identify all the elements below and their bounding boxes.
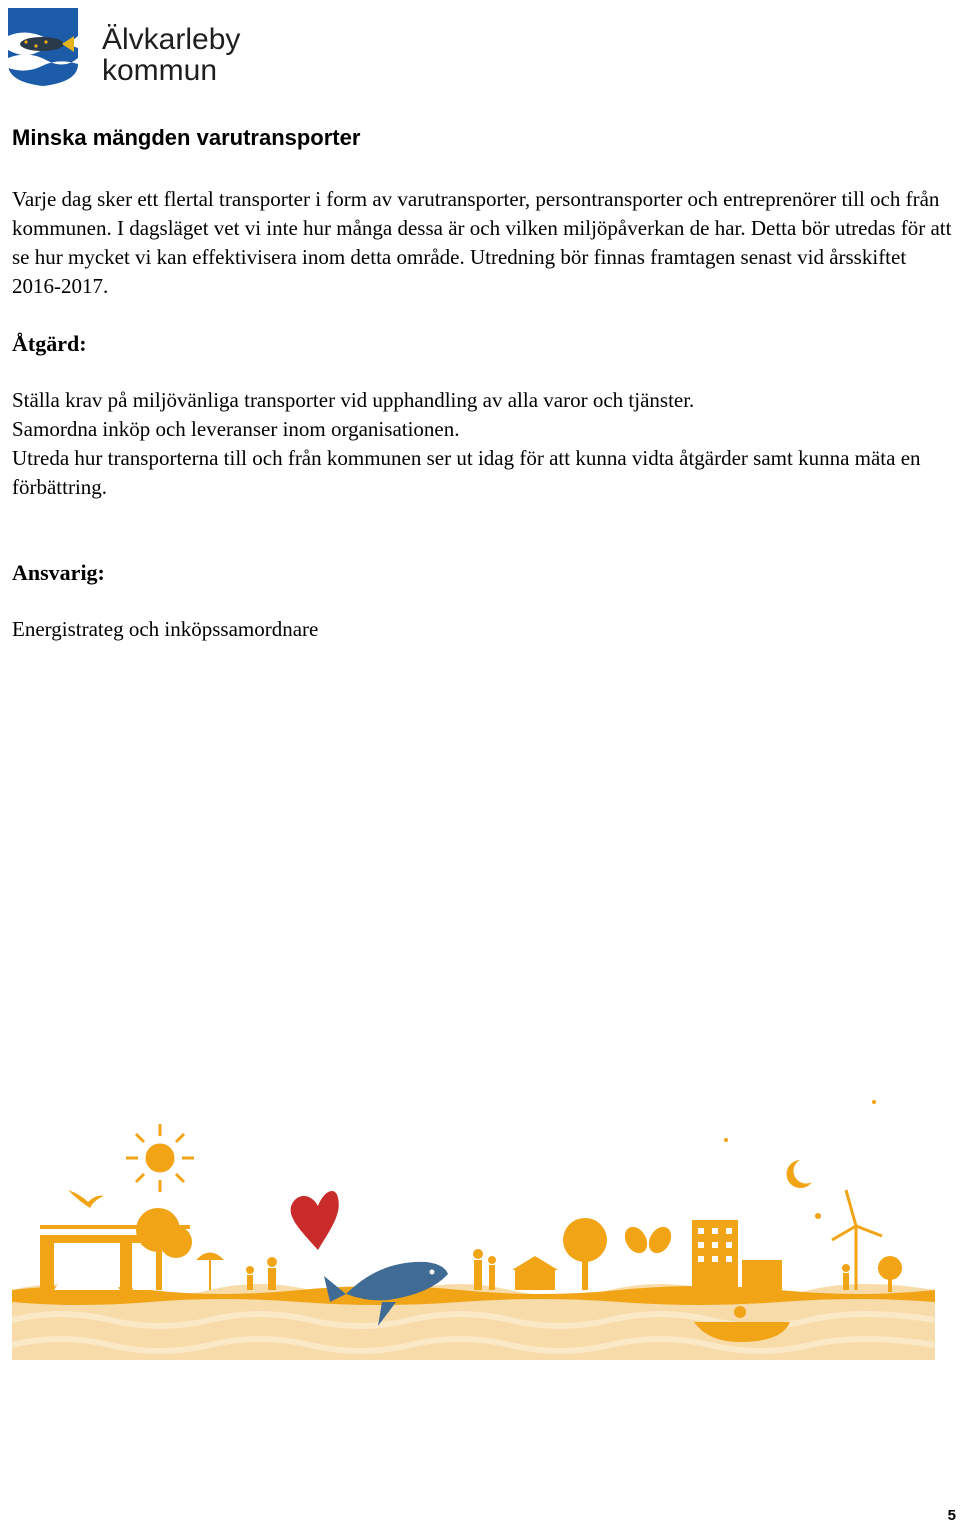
action-item: Utreda hur transporterna till och från kommunen ser ut idag för att kunna vidta åtgärder samt kunna mäta en förbättring. bbox=[12, 446, 921, 499]
logo-line-2: kommun bbox=[102, 54, 218, 87]
umbrella-icon bbox=[196, 1253, 224, 1291]
municipality-logo-text bbox=[102, 24, 240, 86]
house-icon bbox=[512, 1256, 558, 1290]
tree-icon bbox=[563, 1218, 607, 1290]
sun-icon bbox=[126, 1124, 194, 1192]
action-list bbox=[12, 386, 952, 502]
main-content bbox=[12, 122, 952, 644]
action-item: Ställa krav på miljövänliga transporter vid upphandling av alla varor och tjänster. bbox=[12, 388, 695, 412]
action-item: Samordna inköp och leveranser inom organisationen. bbox=[12, 417, 460, 441]
responsible-text: Energistrateg och inköpssamordnare bbox=[12, 617, 319, 641]
stars-icon bbox=[724, 1100, 876, 1219]
moon-icon bbox=[787, 1160, 812, 1188]
page-number: 5 bbox=[947, 1507, 956, 1524]
action-heading: Åtgärd: bbox=[12, 331, 87, 356]
butterfly-icon bbox=[620, 1223, 675, 1257]
municipal-crest-icon bbox=[6, 6, 80, 88]
bird-icon bbox=[68, 1190, 104, 1208]
apartment-building-icon bbox=[692, 1220, 782, 1290]
logo-line-1: Älvkarleby bbox=[102, 23, 241, 56]
town-silhouette-illustration bbox=[0, 1090, 960, 1380]
header bbox=[6, 6, 306, 90]
intro-paragraph: Varje dag sker ett flertal transporter i form av varutransporter, persontransporter och entreprenörer till och från kommunen. I dagsläget vet vi inte hur många dessa är och vilken miljöpåverkan de har. Detta bör utredas för att se hur mycket vi kan effektivisera inom detta område. Utredning bör finnas framtagen senast vid årsskiftet 2016-2017. bbox=[12, 187, 952, 298]
heart-icon bbox=[291, 1191, 339, 1250]
wind-turbine-icon bbox=[832, 1190, 882, 1290]
section-title: Minska mängden varutransporter bbox=[12, 125, 361, 150]
responsible-heading: Ansvarig: bbox=[12, 560, 105, 585]
